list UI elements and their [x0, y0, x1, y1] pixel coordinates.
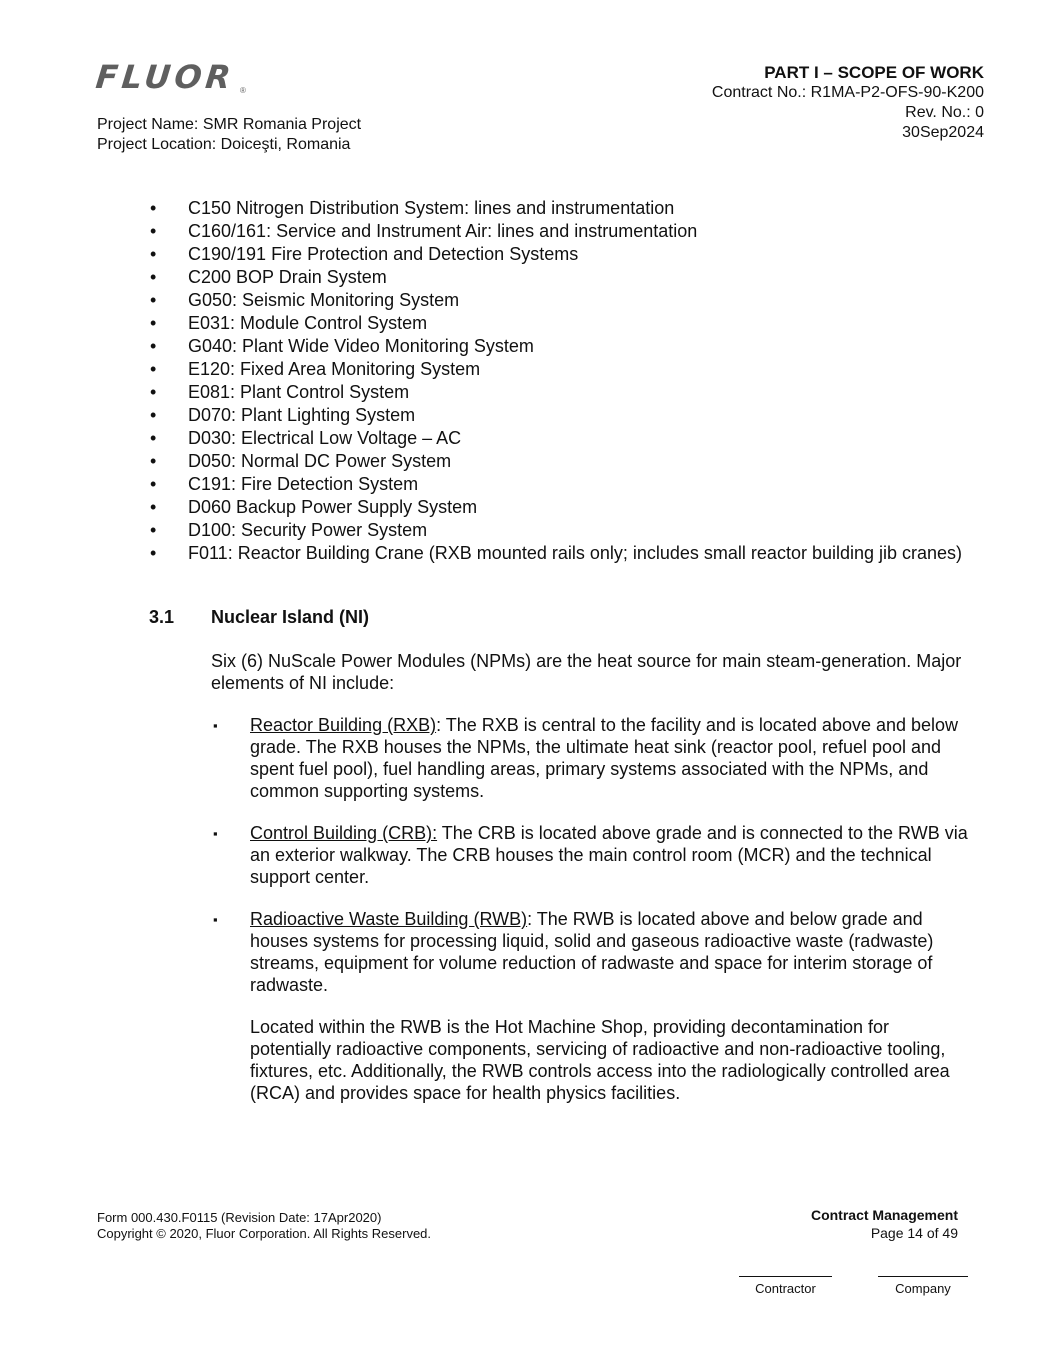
fluor-logo: FLUOR — [94, 58, 237, 96]
contractor-signature — [739, 1276, 832, 1296]
crb-term: Control Building (CRB): — [250, 823, 438, 843]
footer-right — [811, 1206, 958, 1242]
list-item: • E081: Plant Control System — [148, 381, 978, 404]
square-bullet-icon: ▪ — [213, 826, 218, 841]
rxb-text: : The RXB is central to the facility and is located above and below grade. The RXB houses the NPMs, the ultimate heat sink (reactor pool, refuel pool and spent fuel pool), fuel handling areas, primary systems associated with the NPMs, and common supporting systems. — [250, 715, 959, 801]
document-date: 30Sep2024 — [902, 124, 984, 141]
registered-mark: ® — [240, 86, 246, 95]
part-title: PART I – SCOPE OF WORK — [764, 63, 984, 82]
contractor-label: Contractor — [755, 1281, 816, 1296]
footer-left — [97, 1210, 431, 1242]
company-signature — [878, 1276, 968, 1296]
list-item: • D070: Plant Lighting System — [148, 404, 978, 427]
list-item: • C150 Nitrogen Distribution System: lines and instrumentation — [148, 197, 978, 220]
square-bullet-icon: ▪ — [213, 912, 218, 927]
list-item: • G040: Plant Wide Video Monitoring System — [148, 335, 978, 358]
list-item: • C160/161: Service and Instrument Air: lines and instrumentation — [148, 220, 978, 243]
contract-number: Contract No.: R1MA-P2-OFS-90-K200 — [711, 84, 984, 101]
square-bullet-icon: ▪ — [213, 718, 218, 733]
department: Contract Management — [810, 1207, 958, 1223]
rwb-description — [250, 908, 972, 996]
rwb-followup: Located within the RWB is the Hot Machine Shop, providing decontamination for potentially radioactive components, servicing of radioactive and non-radioactive tooling, fixtures, etc. Additionally, the RWB controls access into the radiologically controlled area (RCA) and provides space for health physics facilities. — [250, 1017, 950, 1103]
copyright: Copyright © 2020, Fluor Corporation. All Rights Reserved. — [97, 1226, 432, 1241]
project-info — [97, 115, 361, 155]
form-number: Form 000.430.F0115 (Revision Date: 17Apr2020) — [97, 1210, 382, 1225]
revision-number: Rev. No.: 0 — [905, 104, 984, 121]
rwb-term: Radioactive Waste Building (RWB) — [250, 909, 528, 929]
rxb-description — [250, 714, 970, 802]
systems-list — [148, 197, 978, 565]
document-header — [712, 63, 984, 143]
list-item: • C190/191 Fire Protection and Detection Systems — [148, 243, 978, 266]
list-item: • C200 BOP Drain System — [148, 266, 978, 289]
section-number: 3.1 — [149, 607, 175, 627]
rwb-text: : The RWB is located above and below grade and houses systems for processing liquid, solid and gaseous radioactive waste (radwaste) streams, equipment for volume reduction of radwaste and space for interim storage of radwaste. — [250, 909, 934, 995]
project-location: Project Location: Doiceşti, Romania — [97, 136, 351, 153]
rxb-term: Reactor Building (RXB) — [250, 715, 437, 735]
list-item: • E120: Fixed Area Monitoring System — [148, 358, 978, 381]
list-item: • G050: Seismic Monitoring System — [148, 289, 978, 312]
project-name: Project Name: SMR Romania Project — [97, 116, 362, 133]
section-title: Nuclear Island (NI) — [211, 607, 370, 627]
list-item: • D060 Backup Power Supply System — [148, 496, 978, 519]
list-item: • D030: Electrical Low Voltage – AC — [148, 427, 978, 450]
list-item: • D100: Security Power System — [148, 519, 978, 542]
list-item: • F011: Reactor Building Crane (RXB mounted rails only; includes small reactor building jib cranes) — [148, 542, 978, 565]
list-item: • D050: Normal DC Power System — [148, 450, 978, 473]
list-item: • E031: Module Control System — [148, 312, 978, 335]
list-item: • C191: Fire Detection System — [148, 473, 978, 496]
page-number: Page 14 of 49 — [870, 1225, 958, 1241]
crb-description — [250, 822, 970, 888]
section-intro: Six (6) NuScale Power Modules (NPMs) are the heat source for main steam-generation. Major elements of NI include: — [211, 651, 962, 693]
company-label: Company — [895, 1281, 951, 1296]
crb-text: The CRB is located above grade and is connected to the RWB via an exterior walkway. The CRB houses the main control room (MCR) and the technical support center. — [250, 823, 968, 887]
